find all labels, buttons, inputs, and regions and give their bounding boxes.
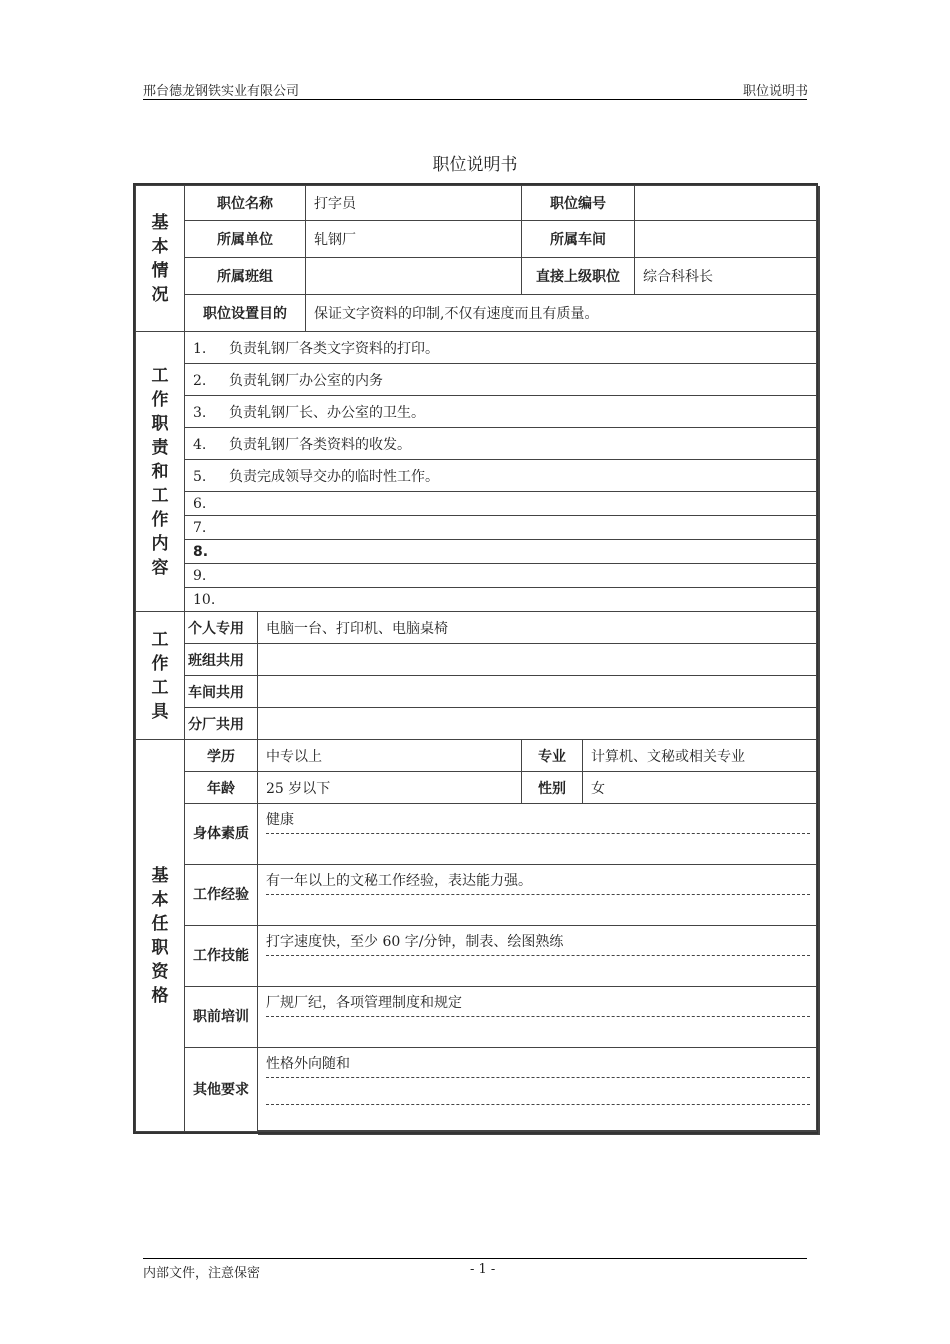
qual-row-age [136,772,817,804]
qual-row-education [136,740,817,772]
basic-row-unit [136,221,817,258]
section-basic-info: 基 本 情 况 [136,186,185,332]
duty-row [136,460,817,492]
unit-value: 轧钢厂 [306,221,522,258]
position-code-value [635,186,817,221]
education-value: 中专以上 [258,740,522,772]
duty-row [136,564,817,588]
other-label: 其他要求 [185,1048,258,1132]
gender-value: 女 [583,772,817,804]
tools-branch-value [258,708,817,740]
qual-row-other [136,1048,817,1132]
tools-row-team [136,644,817,676]
duty-row [136,492,817,516]
qual-row-health [136,804,817,865]
qual-row-experience [136,865,817,926]
age-label: 年龄 [185,772,258,804]
page-number: - 1 - [470,1262,496,1277]
superior-value: 综合科科长 [635,258,817,295]
duty-row [136,540,817,564]
tools-workshop-value [258,676,817,708]
duty-item-3: 3. 负责轧钢厂长、办公室的卫生。 [185,396,817,428]
tools-workshop-label: 车间共用 [185,676,258,708]
section-duties: 工 作 职 责 和 工 作 内 容 [136,332,185,612]
duty-item-5: 5. 负责完成领导交办的临时性工作。 [185,460,817,492]
training-value: 厂规厂纪，各项管理制度和规定 [258,987,817,1048]
section-tools: 工 作 工 具 [136,612,185,740]
team-label: 所属班组 [185,258,306,295]
footer-note: 内部文件，注意保密 [143,1266,261,1281]
experience-value: 有一年以上的文秘工作经验，表达能力强。 [258,865,817,926]
footer-rule [143,1258,807,1259]
duty-row [136,396,817,428]
team-value [306,258,522,295]
header-company: 邢台德龙钢铁实业有限公司 [143,84,300,99]
qual-row-training [136,987,817,1048]
qual-row-skills [136,926,817,987]
major-value: 计算机、文秘或相关专业 [583,740,817,772]
duty-item-7: 7. [185,516,817,540]
tools-branch-label: 分厂共用 [185,708,258,740]
basic-row-team [136,258,817,295]
training-label: 职前培训 [185,987,258,1048]
unit-label: 所属单位 [185,221,306,258]
job-description-table [133,183,818,1134]
duty-row [136,588,817,612]
duty-item-1: 1. 负责轧钢厂各类文字资料的打印。 [185,332,817,364]
age-value: 25 岁以下 [258,772,522,804]
duty-row [136,332,817,364]
header-rule [143,99,807,100]
section-qualifications: 基 本 任 职 资 格 [136,740,185,1132]
duty-item-6: 6. [185,492,817,516]
tools-row-workshop [136,676,817,708]
duty-row [136,516,817,540]
position-name-label: 职位名称 [185,186,306,221]
skills-label: 工作技能 [185,926,258,987]
superior-label: 直接上级职位 [522,258,635,295]
tools-row-personal [136,612,817,644]
tools-row-branch [136,708,817,740]
purpose-label: 职位设置目的 [185,295,306,332]
header-doc-type: 职位说明书 [742,84,808,99]
skills-value: 打字速度快，至少 60 字/分钟，制表、绘图熟练 [258,926,817,987]
workshop-value [635,221,817,258]
other-value: 性格外向随和 [258,1048,817,1132]
purpose-value: 保证文字资料的印制,不仅有速度而且有质量。 [306,295,817,332]
health-value: 健康 [258,804,817,865]
document-title: 职位说明书 [432,155,518,175]
duty-item-9: 9. [185,564,817,588]
duty-row [136,364,817,396]
major-label: 专业 [522,740,583,772]
tools-team-value [258,644,817,676]
duty-item-2: 2. 负责轧钢厂办公室的内务 [185,364,817,396]
position-code-label: 职位编号 [522,186,635,221]
gender-label: 性别 [522,772,583,804]
tools-personal-value: 电脑一台、打印机、电脑桌椅 [258,612,817,644]
education-label: 学历 [185,740,258,772]
duty-item-10: 10. [185,588,817,612]
duty-item-4: 4. 负责轧钢厂各类资料的收发。 [185,428,817,460]
tools-personal-label: 个人专用 [185,612,258,644]
basic-row-name [136,186,817,221]
duty-row [136,428,817,460]
experience-label: 工作经验 [185,865,258,926]
position-name-value: 打字员 [306,186,522,221]
tools-team-label: 班组共用 [185,644,258,676]
health-label: 身体素质 [185,804,258,865]
basic-row-purpose [136,295,817,332]
workshop-label: 所属车间 [522,221,635,258]
duty-item-8: 8. [185,540,817,564]
